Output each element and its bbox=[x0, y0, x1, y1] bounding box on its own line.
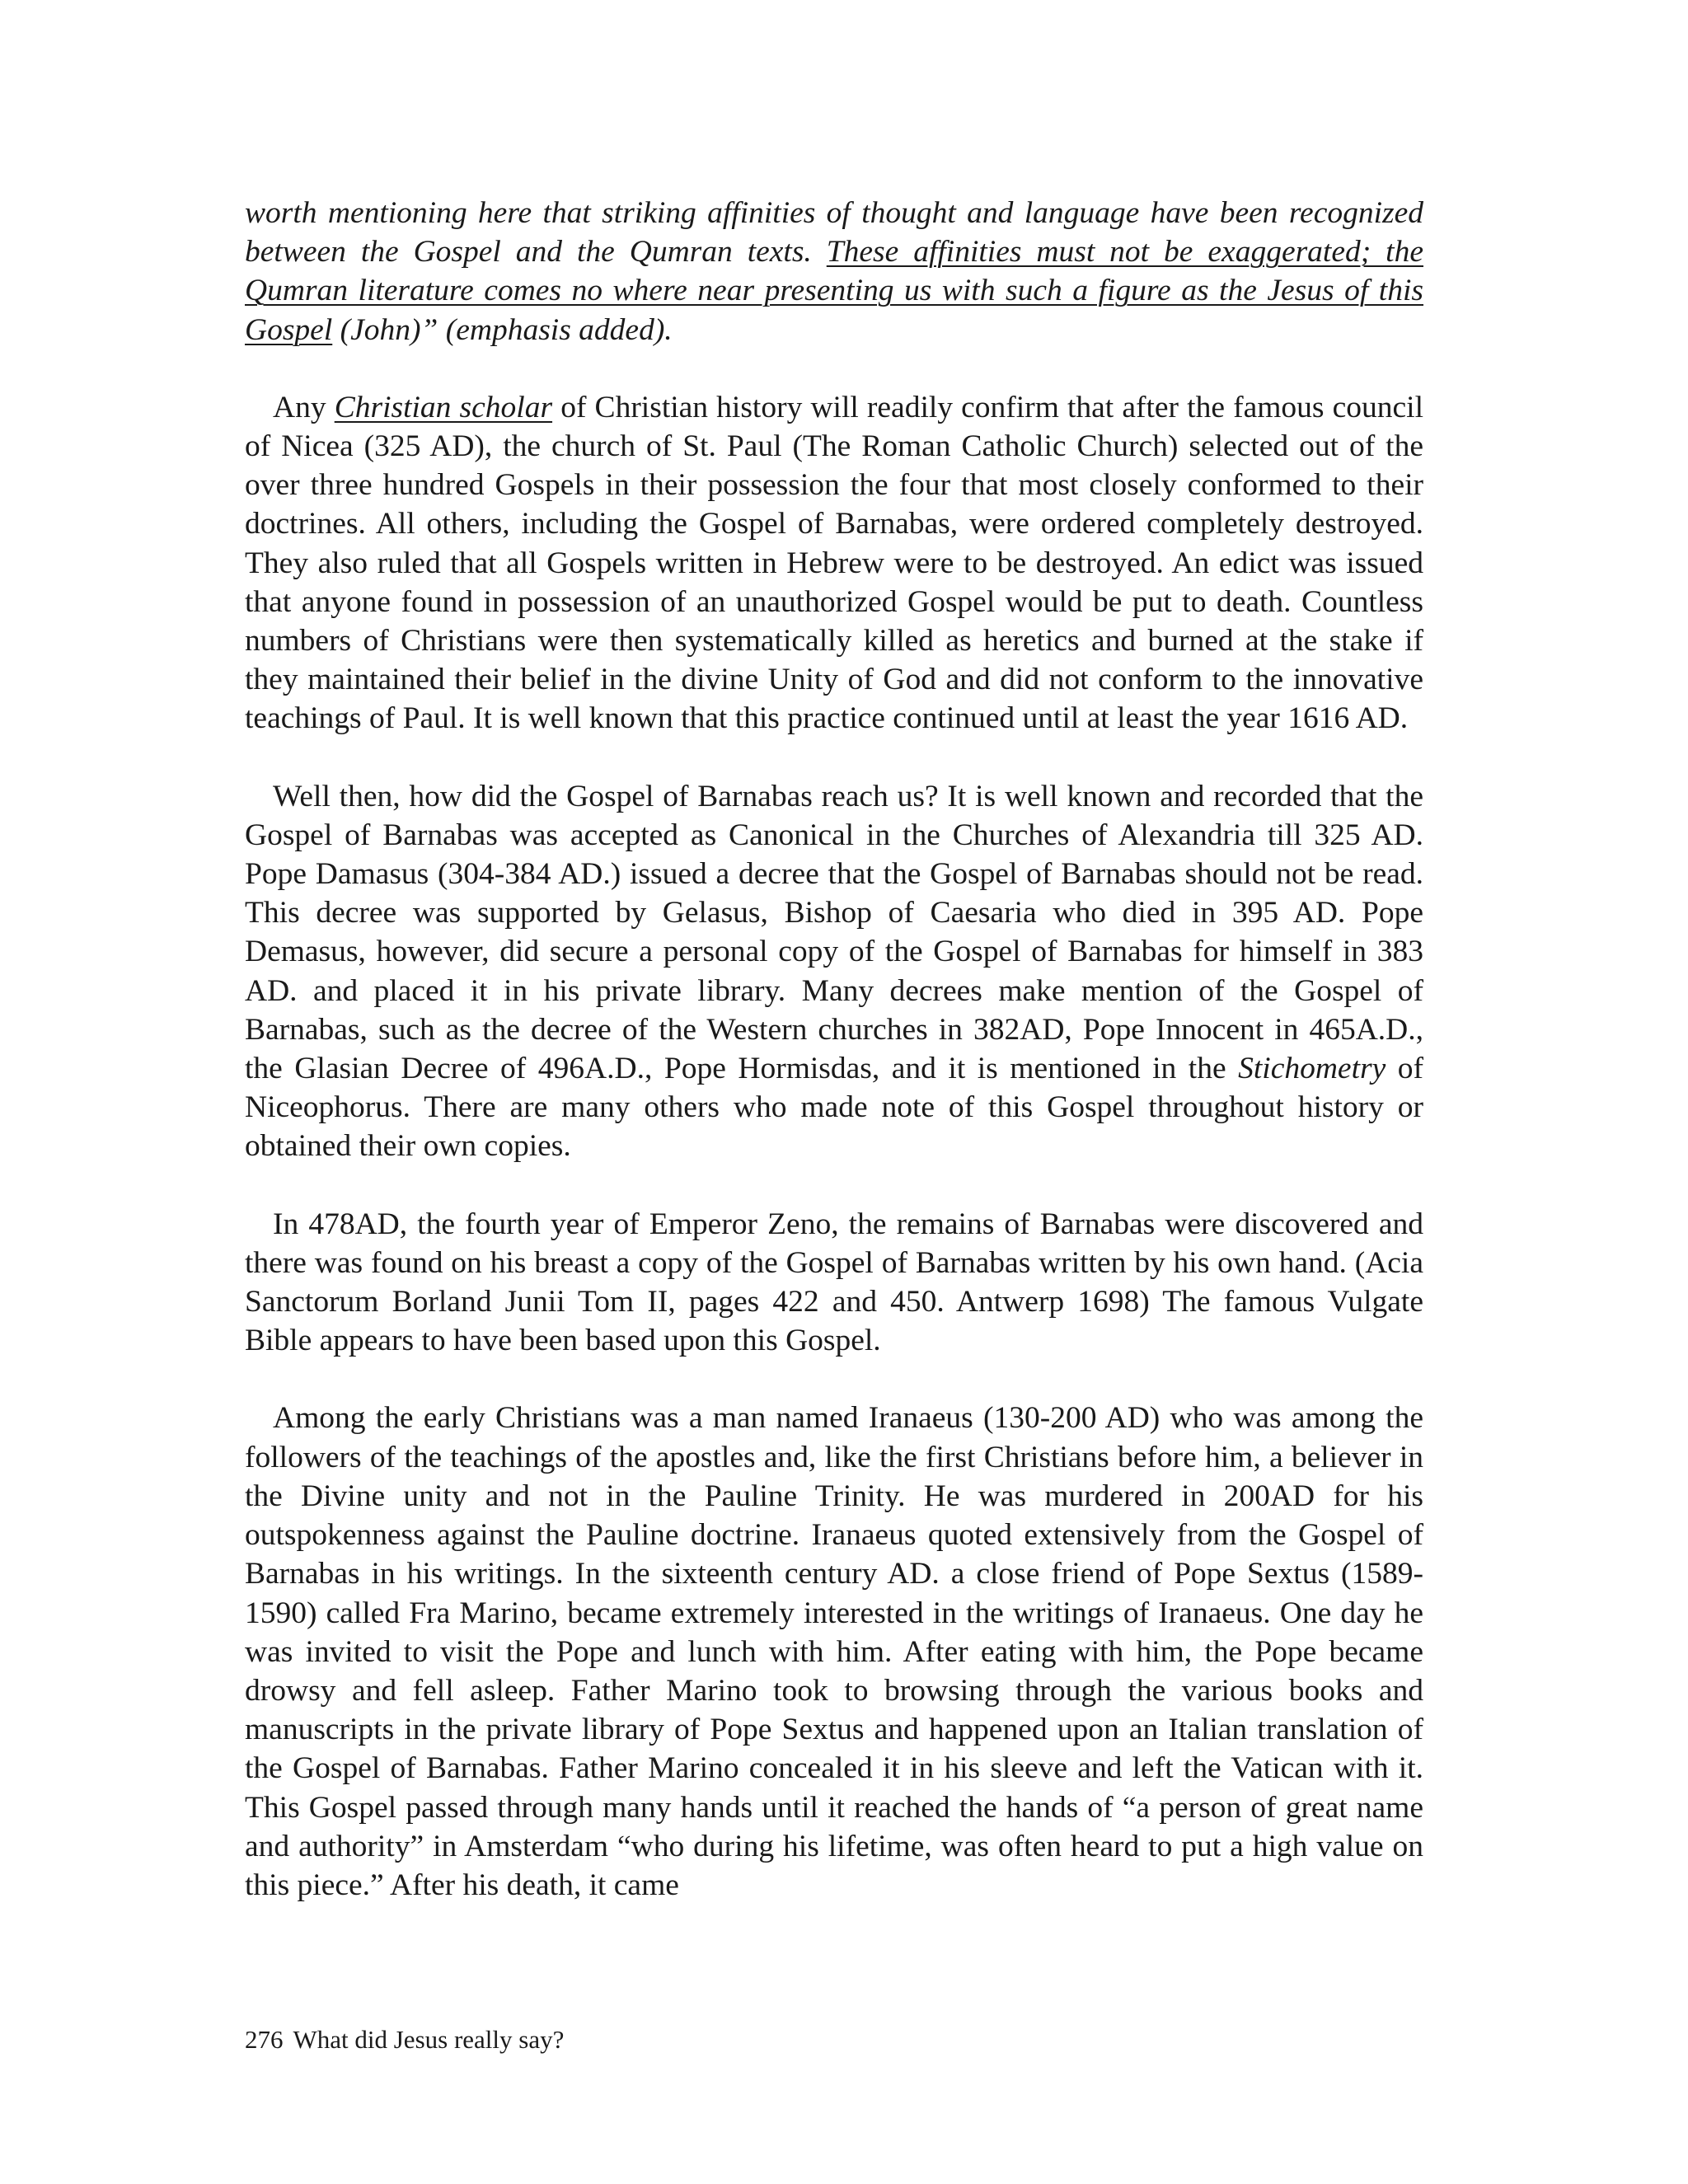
stichometry-italic: Stichometry bbox=[1238, 1052, 1386, 1086]
paragraph-lead: Any bbox=[273, 390, 335, 424]
quote-underlined-emphasis: These affinities must not be exaggerated; the Qumran literature comes no where near presenting us with such a figure as the Jesus of this Gospel bbox=[245, 235, 1423, 347]
page-body bbox=[245, 194, 1423, 1943]
quote-intro: worth mentioning here that striking affinities of thought and language have been recognized between the Gospel and the Qumran texts. bbox=[245, 196, 1423, 269]
running-title: What did Jesus really say? bbox=[293, 2025, 565, 2054]
paragraph-nicea-council bbox=[245, 388, 1423, 738]
quote-tail: (John)” (emphasis added). bbox=[332, 312, 673, 347]
page-footer bbox=[245, 2023, 564, 2056]
paragraph-emperor-zeno: In 478AD, the fourth year of Emperor Zeno, the remains of Barnabas were discovered and there was found on his breast a copy of the Gospel of Barnabas written by his own hand. (Acia Sanctorum Borland Junii Tom II, pages 422 and 450. Antwerp 1698) The famous Vulgate Bible appears to have been based upon this Gospel. bbox=[245, 1207, 1423, 1358]
paragraph-iranaeus: Among the early Christians was a man named Iranaeus (130-200 AD) who was among the followers of the teachings of the apostles and, like the first Christians before him, a believer in the Divine unity and not in the Pauline Trinity. He was murdered in 200AD for his outspokenness against the Pauline doctrine. Iranaeus quoted extensively from the Gospel of Barnabas in his writings. In the sixteenth century AD. a close friend of Pope Sextus (1589-1590) called Fra Marino, became extremely interested in the writings of Iranaeus. One day he was invited to visit the Pope and lunch with him. After eating with him, the Pope became drowsy and fell asleep. Father Marino took to browsing through the various books and manuscripts in the private library of Pope Sextus and happened upon an Italian translation of the Gospel of Barnabas. Father Marino concealed it in his sleeve and left the Vatican with it. This Gospel passed through many hands until it reached the hands of “a person of great name and authority” in Amsterdam “who during his lifetime, was often heard to put a high value on this piece.” After his death, it came bbox=[245, 1401, 1423, 1902]
page-number: 276 bbox=[245, 2025, 284, 2054]
paragraph-rest: of Christian history will readily confirm that after the famous council of Nicea (325 AD), the church of St. Paul (The Roman Catholic Church) selected out of the over three hundred Gospels in their possession the four that most closely conformed to their doctrines. All others, including the Gospel of Barnabas, were ordered completely destroyed. They also ruled that all Gospels written in Hebrew were to be destroyed. An edict was issued that anyone found in possession of an unauthorized Gospel would be put to death. Countless numbers of Christians were then systematically killed as heretics and burned at the stake if they maintained their belief in the divine Unity of God and did not conform to the innovative teachings of Paul. It is well known that this practice continued until at least the year 1616 AD. bbox=[245, 390, 1423, 736]
paragraph-text-before: Well then, how did the Gospel of Barnabas reach us? It is well known and recorded that the Gospel of Barnabas was accepted as Canonical in the Churches of Alexandria till 325 AD. Pope Damasus (304-384 AD.) issued a decree that the Gospel of Barnabas should not be read. This decree was supported by Gelasus, Bishop of Caesaria who died in 395 AD. Pope Demasus, however, did secure a personal copy of the Gospel of Barnabas for himself in 383 AD. and placed it in his private library. Many decrees make mention of the Gospel of Barnabas, such as the decree of the Western churches in 382AD, Pope Innocent in 465A.D., the Glasian Decree of 496A.D., Pope Hormisdas, and it is mentioned in the bbox=[245, 779, 1423, 1086]
paragraph-gospel-reach bbox=[245, 777, 1423, 1166]
paragraph-text-after: of Niceophorus. There are many others who made note of this Gospel throughout history or obtained their own copies. bbox=[245, 1052, 1423, 1164]
christian-scholar-emphasis: Christian scholar bbox=[334, 390, 553, 424]
quotation-paragraph bbox=[245, 194, 1423, 349]
